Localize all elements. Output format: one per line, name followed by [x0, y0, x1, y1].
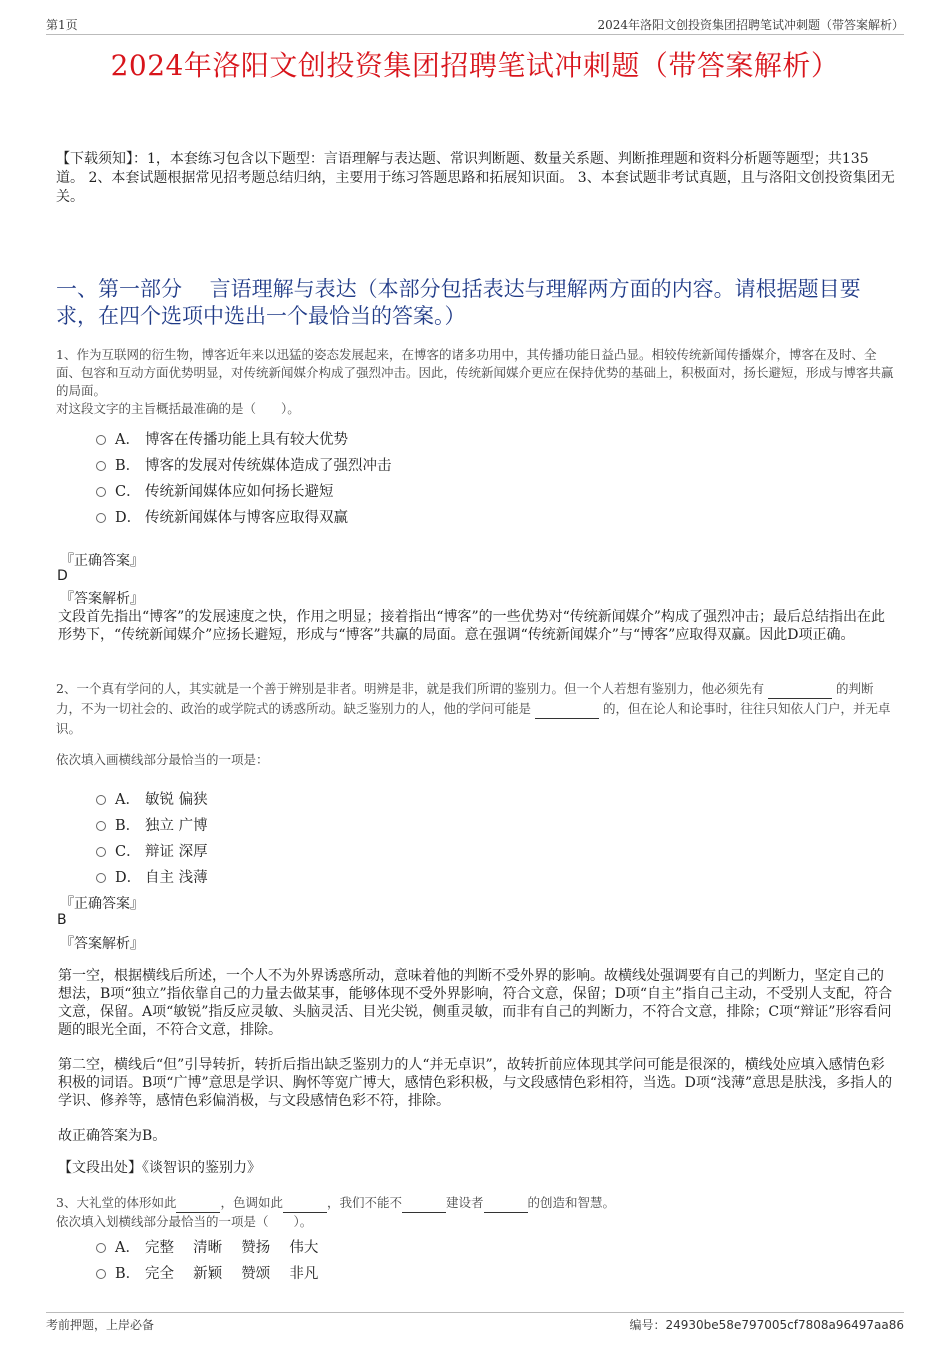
radio-icon[interactable]: [96, 487, 106, 497]
radio-icon[interactable]: [96, 513, 106, 523]
question-2-text: 2、一个真有学问的人，其实就是一个善于辨别是非者。明辨是非，就是我们所谓的鉴别力。但一个人若想有鉴别力，他必须先有 的判断力，不为一切社会的、政治的或学院式的诱惑所动。缺乏鉴别力的人，他的学问可能是 的，但在论人和论事时，往往只知依人门户，并无卓识。: [56, 681, 891, 736]
q1-answer-label: 『正确答案』: [60, 553, 144, 569]
radio-icon[interactable]: [96, 847, 106, 857]
question-3-text: 3、大礼堂的体形如此 ，色调如此 ，我们不能不 建设者 的创造和智慧。: [56, 1194, 898, 1213]
page-header: [46, 16, 904, 35]
question-1-options: [96, 425, 392, 529]
q1-analysis-label: 『答案解析』: [60, 591, 144, 607]
q3-option-b[interactable]: B． 完全 新颖 赞颂 非凡: [96, 1259, 318, 1285]
question-1-ask: 对这段文字的主旨概括最准确的是（ ）。: [56, 401, 300, 416]
question-3-ask: 依次填入划横线部分最恰当的一项是（ ）。: [56, 1214, 313, 1229]
question-1-text: 1、作为互联网的衍生物，博客近年来以迅猛的姿态发展起来，在博客的诸多功用中，其传播功能日益凸显。相较传统新闻传播媒介，博客在及时、全面、包容和互动方面优势明显，对传统新闻媒介构成了强烈冲击。因此，传统新闻媒介更应在保持优势的基础上，积极面对，扬长避短，形成与博客共赢的局面。: [56, 347, 894, 398]
radio-icon[interactable]: [96, 821, 106, 831]
q1-option-c[interactable]: C． 传统新闻媒体应如何扬长避短: [96, 477, 392, 503]
download-notice: 【下载须知】：1，本套练习包含以下题型：言语理解与表达题、常识判断题、数量关系题、判断推理题和资料分析题等题型；共135道。 2、本套试题根据常见招考题总结归纳，主要用于练习答题思路和拓展知识面。 3、本套试题非考试真题，且与洛阳文创投资集团无关。: [56, 151, 895, 205]
q1-answer: D: [57, 568, 68, 584]
radio-icon[interactable]: [96, 461, 106, 471]
blank-3: [402, 1194, 446, 1213]
footer-code: 编号：24930be58e797005cf7808a96497aa86: [629, 1318, 904, 1332]
radio-icon[interactable]: [96, 1243, 106, 1253]
radio-icon[interactable]: [96, 435, 106, 445]
q1-option-b[interactable]: B． 博客的发展对传统媒体造成了强烈冲击: [96, 451, 392, 477]
blank-2: [535, 699, 599, 719]
q3-option-a[interactable]: A． 完整 清晰 赞扬 伟大: [96, 1233, 318, 1259]
blank-1: [768, 679, 832, 699]
q2-analysis-label: 『答案解析』: [60, 936, 144, 952]
q2-source: 【文段出处】《谈智识的鉴别力》: [58, 1160, 261, 1176]
document-title: 2024年洛阳文创投资集团招聘笔试冲刺题（带答案解析）: [110, 49, 840, 82]
blank-4: [484, 1194, 528, 1213]
radio-icon[interactable]: [96, 1269, 106, 1279]
q2-option-b[interactable]: B． 独立 广博: [96, 811, 208, 837]
page-number: 第1页: [46, 18, 78, 32]
footer-slogan: 考前押题，上岸必备: [46, 1318, 155, 1332]
q2-answer: B: [57, 912, 67, 928]
q1-option-a[interactable]: A． 博客在传播功能上具有较大优势: [96, 425, 392, 451]
question-1: [56, 346, 898, 418]
q2-analysis-paragraph-2: 第二空，横线后“但”引导转折，转折后指出缺乏鉴别力的人“并无卓识”，故转折前应体现其学问可能是很深的，横线处应填入感情色彩积极的词语。B项“广博”意思是学识、胸怀等宽广博大，感情色彩积极，与文段感情色彩相符，当选。D项“浅薄”意思是肤浅，多指人的学识、修养等，感情色彩偏消极，与文段感情色彩不符，排除。: [58, 1057, 893, 1109]
page-footer: [46, 1312, 904, 1333]
q2-option-d[interactable]: D． 自主 浅薄: [96, 863, 208, 889]
question-2-options: [96, 785, 208, 889]
q2-option-c[interactable]: C． 辩证 深厚: [96, 837, 208, 863]
header-doc-title: 2024年洛阳文创投资集团招聘笔试冲刺题（带答案解析）: [597, 18, 904, 32]
blank-2: [283, 1194, 327, 1213]
radio-icon[interactable]: [96, 795, 106, 805]
q1-analysis: 文段首先指出“博客”的发展速度之快，作用之明显；接着指出“博客”的一些优势对“传统新闻媒介”构成了强烈冲击；最后总结指出在此形势下，“传统新闻媒介”应扬长避短，形成与“博客”共赢的局面。意在强调“传统新闻媒介”与“博客”应取得双赢。因此D项正确。: [58, 609, 885, 643]
question-3-options: [96, 1233, 318, 1285]
section-heading: 一、第一部分 言语理解与表达（本部分包括表达与理解两方面的内容。请根据题目要求，在四个选项中选出一个最恰当的答案。）: [56, 277, 861, 328]
radio-icon[interactable]: [96, 873, 106, 883]
q2-answer-label: 『正确答案』: [60, 896, 144, 912]
blank-1: [176, 1194, 220, 1213]
question-2-ask: 依次填入画横线部分最恰当的一项是：: [56, 752, 269, 767]
q2-analysis-paragraph-1: 第一空，根据横线后所述，一个人不为外界诱惑所动，意味着他的判断不受外界的影响。故横线处强调要有自己的判断力，坚定自己的想法，B项“独立”指依靠自己的力量去做某事，能够体现不受外界影响，符合文意，保留；D项“自主”指自己主动，不受别人支配，符合文意，保留。A项“敏锐”指反应灵敏、头脑灵活、目光尖锐，侧重灵敏，而非有自己的判断力，不符合文意，排除；C项“辩证”形容看问题的眼光全面，不符合文意，排除。: [58, 968, 893, 1038]
q1-option-d[interactable]: D． 传统新闻媒体与博客应取得双赢: [96, 503, 392, 529]
q2-option-a[interactable]: A． 敏锐 偏狭: [96, 785, 208, 811]
q2-analysis-paragraph-3: 故正确答案为B。: [58, 1128, 167, 1144]
